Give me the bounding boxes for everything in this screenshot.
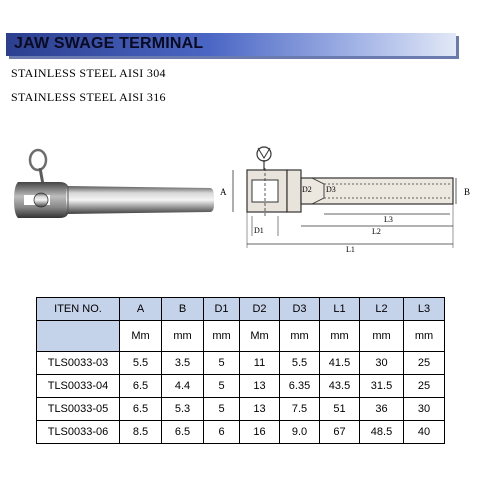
table-cell: 31.5	[360, 375, 404, 398]
table-cell	[37, 321, 120, 352]
page-title: JAW SWAGE TERMINAL	[14, 35, 204, 52]
table-cell: 36	[360, 398, 404, 421]
table-cell: 25	[404, 352, 445, 375]
label-l1: L1	[346, 245, 355, 254]
table-cell: D1	[204, 298, 240, 321]
table-cell: 67	[320, 421, 360, 444]
table-cell: D2	[240, 298, 280, 321]
product-photo	[10, 140, 215, 240]
table-cell: TLS0033-06	[37, 421, 120, 444]
table-cell: 13	[240, 398, 280, 421]
table-cell: 6.35	[280, 375, 320, 398]
table-cell: 30	[404, 398, 445, 421]
table-cell: 5.3	[162, 398, 204, 421]
table-cell: 6.5	[162, 421, 204, 444]
table-cell: TLS0033-05	[37, 398, 120, 421]
technical-drawing	[212, 140, 487, 265]
title-bar	[6, 33, 456, 56]
table-cell: B	[162, 298, 204, 321]
table-cell: Mm	[120, 321, 162, 352]
table-cell: 5	[204, 352, 240, 375]
table-cell: 5	[204, 375, 240, 398]
table-cell: 41.5	[320, 352, 360, 375]
table-cell: 13	[240, 375, 280, 398]
table-cell: 16	[240, 421, 280, 444]
label-l3: L3	[384, 215, 393, 224]
table-row	[37, 398, 445, 421]
table-cell: mm	[280, 321, 320, 352]
label-a: A	[220, 187, 227, 197]
table-cell: 43.5	[320, 375, 360, 398]
table-cell: L3	[404, 298, 445, 321]
table-cell: TLS0033-04	[37, 375, 120, 398]
label-b: B	[464, 187, 471, 197]
label-d1: D1	[254, 226, 264, 235]
table-cell: ITEN NO.	[37, 298, 120, 321]
label-d2: D2	[302, 185, 312, 194]
material-316: STAINLESS STEEL AISI 316	[11, 90, 166, 104]
material-304: STAINLESS STEEL AISI 304	[11, 66, 166, 80]
table-cell: mm	[404, 321, 445, 352]
table-cell: 5.5	[120, 352, 162, 375]
table-cell: 6	[204, 421, 240, 444]
table-row	[37, 352, 445, 375]
table-cell: A	[120, 298, 162, 321]
spec-table	[36, 297, 445, 444]
table-cell: 11	[240, 352, 280, 375]
table-cell: 5.5	[280, 352, 320, 375]
table-cell: 48.5	[360, 421, 404, 444]
table-cell: 3.5	[162, 352, 204, 375]
table-cell: D3	[280, 298, 320, 321]
table-cell: 30	[360, 352, 404, 375]
table-header-row	[37, 298, 445, 321]
table-cell: 6.5	[120, 375, 162, 398]
table-row	[37, 421, 445, 444]
table-cell: TLS0033-03	[37, 352, 120, 375]
table-cell: 7.5	[280, 398, 320, 421]
label-d3: D3	[326, 185, 336, 194]
table-cell: mm	[162, 321, 204, 352]
table-cell: L2	[360, 298, 404, 321]
table-cell: 8.5	[120, 421, 162, 444]
table-cell: 51	[320, 398, 360, 421]
table-cell: 5	[204, 398, 240, 421]
table-cell: 40	[404, 421, 445, 444]
table-cell: 25	[404, 375, 445, 398]
table-cell: mm	[320, 321, 360, 352]
table-cell: mm	[360, 321, 404, 352]
table-cell: Mm	[240, 321, 280, 352]
table-units-row	[37, 321, 445, 352]
table-cell: L1	[320, 298, 360, 321]
table-row	[37, 375, 445, 398]
table-cell: 4.4	[162, 375, 204, 398]
label-l2: L2	[372, 227, 381, 236]
table-cell: 6.5	[120, 398, 162, 421]
table-cell: mm	[204, 321, 240, 352]
table-cell: 9.0	[280, 421, 320, 444]
